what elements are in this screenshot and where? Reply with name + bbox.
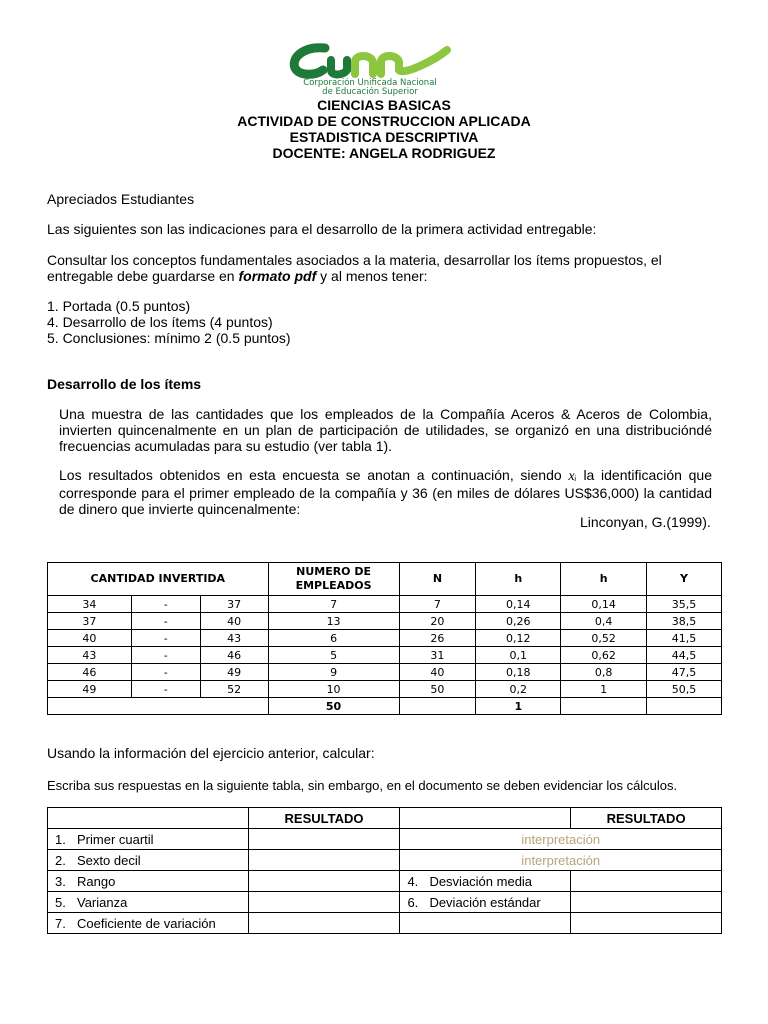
- cell: [561, 698, 647, 715]
- interpretacion-cell[interactable]: interpretación: [400, 829, 722, 850]
- item-number: 1.: [55, 831, 66, 847]
- item-text: Sexto decil: [77, 852, 141, 868]
- cell: 35,5: [647, 596, 722, 613]
- cell: 44,5: [647, 647, 722, 664]
- cell: 0,2: [476, 681, 561, 698]
- cell: -: [131, 681, 200, 698]
- cell: 38,5: [647, 613, 722, 630]
- cell: 49: [48, 681, 132, 698]
- results-table: [47, 807, 722, 934]
- consult-line-2: [47, 268, 428, 284]
- cell: 43: [200, 630, 268, 647]
- cell: 26: [399, 630, 476, 647]
- cell: 1: [561, 681, 647, 698]
- cell: 6: [268, 630, 399, 647]
- cell: 49: [200, 664, 268, 681]
- item-number: 3.: [55, 873, 66, 889]
- cell: 0,62: [561, 647, 647, 664]
- answer-cell-varianza[interactable]: [248, 892, 400, 913]
- table-row: [48, 613, 722, 630]
- greeting: Apreciados Estudiantes: [47, 191, 195, 207]
- consult-format: formato pdf: [238, 268, 317, 284]
- header-cantidad: CANTIDAD INVERTIDA: [48, 563, 269, 596]
- results-row: [48, 892, 722, 913]
- item-label: [48, 892, 249, 913]
- item-text: Desviación media: [429, 873, 533, 889]
- cell: 37: [48, 613, 132, 630]
- cell: [571, 913, 722, 934]
- cell: 20: [399, 613, 476, 630]
- results-row: [48, 850, 722, 871]
- cell: 46: [48, 664, 132, 681]
- header-h-cumulative: h: [561, 563, 647, 596]
- header-line-4: DOCENTE: ANGELA RODRIGUEZ: [272, 145, 496, 161]
- answer-cell-coeficiente[interactable]: [248, 913, 400, 934]
- cell: 43: [48, 647, 132, 664]
- consult-pre: entregable debe guardarse en: [47, 268, 239, 284]
- consult-post: y al menos tener:: [316, 268, 428, 284]
- header-line-3: ESTADISTICA DESCRIPTIVA: [289, 129, 479, 145]
- cell: 0,14: [561, 596, 647, 613]
- answer-cell-rango[interactable]: [248, 871, 400, 892]
- cell: -: [131, 664, 200, 681]
- cell: 9: [268, 664, 399, 681]
- item-label: [48, 850, 249, 871]
- item-label: [400, 892, 571, 913]
- item-label: [48, 871, 249, 892]
- cell: 34: [48, 596, 132, 613]
- cell: 0,52: [561, 630, 647, 647]
- cell: 40: [200, 613, 268, 630]
- list-item: 4. Desarrollo de los ítems (4 puntos): [47, 314, 273, 330]
- header-line-2: ACTIVIDAD DE CONSTRUCCION APLICADA: [237, 113, 531, 129]
- total-h: 1: [476, 698, 561, 715]
- cell: 13: [268, 613, 399, 630]
- cell: 46: [200, 647, 268, 664]
- table-total-row: [48, 698, 722, 715]
- table-row: [48, 681, 722, 698]
- header-empleados: NUMERO DE EMPLEADOS: [268, 563, 399, 596]
- cell: 0,26: [476, 613, 561, 630]
- header-line-1: CIENCIAS BASICAS: [317, 97, 451, 113]
- usando-text: Usando la información del ejercicio anterior, calcular:: [47, 745, 375, 761]
- list-item: 1. Portada (0.5 puntos): [47, 298, 191, 314]
- citation: Linconyan, G.(1999).: [580, 514, 711, 530]
- item-label: [48, 913, 249, 934]
- resultado-header-1: RESULTADO: [248, 808, 400, 829]
- cell: [400, 913, 571, 934]
- answer-cell-desviacion-media[interactable]: [571, 871, 722, 892]
- answer-cell-primer-cuartil[interactable]: [248, 829, 400, 850]
- results-row: [48, 913, 722, 934]
- logo-line-2: de Educación Superior: [322, 87, 418, 97]
- cell: [647, 698, 722, 715]
- table-row: [48, 647, 722, 664]
- cell: 0,12: [476, 630, 561, 647]
- results-row: [48, 871, 722, 892]
- item-number: 7.: [55, 915, 66, 931]
- paragraph-1: Una muestra de las cantidades que los empleados de la Compañía Aceros & Aceros de Colombia, invierten quincenalmente en un plan de participación de utilidades, se organizó en una distribucióndé frecuencias acumuladas para su estudio (ver tabla 1).: [59, 406, 712, 454]
- table-header-row: [48, 563, 722, 596]
- resultado-header-2: RESULTADO: [571, 808, 722, 829]
- cell: 50,5: [647, 681, 722, 698]
- cell: -: [131, 630, 200, 647]
- logo-line-1: Corporación Unificada Nacional: [303, 78, 437, 88]
- cell: -: [131, 596, 200, 613]
- cell: 5: [268, 647, 399, 664]
- item-label: [400, 871, 571, 892]
- interpretacion-cell[interactable]: interpretación: [400, 850, 722, 871]
- consult-line-1: Consultar los conceptos fundamentales asociados a la materia, desarrollar los ítems propuestos, el: [47, 252, 662, 268]
- item-number: 6.: [407, 894, 419, 910]
- frequency-table: [47, 562, 722, 715]
- table-row: [48, 664, 722, 681]
- intro-text: Las siguientes son las indicaciones para el desarrollo de la primera actividad entregable:: [47, 221, 597, 237]
- cell: 50: [399, 681, 476, 698]
- cell: [400, 808, 571, 829]
- answer-cell-sexto-decil[interactable]: [248, 850, 400, 871]
- para2-pre: Los resultados obtenidos en esta encuesta se anotan a continuación, siendo: [59, 467, 569, 483]
- logo-subtitle: [285, 79, 455, 97]
- cell: 0,8: [561, 664, 647, 681]
- item-text: Coeficiente de variación: [77, 915, 216, 931]
- escriba-text: Escriba sus respuestas en la siguiente tabla, sin embargo, en el documento se deben evidenciar los cálculos.: [47, 778, 678, 793]
- cell: 0,18: [476, 664, 561, 681]
- item-text: Deviación estándar: [429, 894, 541, 910]
- cell: [48, 808, 249, 829]
- header-N: N: [399, 563, 476, 596]
- cell: [48, 698, 269, 715]
- item-text: Primer cuartil: [77, 831, 154, 847]
- item-label: [48, 829, 249, 850]
- cell: 7: [268, 596, 399, 613]
- header-h-relative: h: [476, 563, 561, 596]
- item-number: 5.: [55, 894, 66, 910]
- results-row: [48, 829, 722, 850]
- results-header-row: [48, 808, 722, 829]
- cell: 0,4: [561, 613, 647, 630]
- section-title: Desarrollo de los ítems: [47, 376, 202, 392]
- para2-post: la identificación que corresponde para el primer empleado de la compañía y 36 (en miles de dólares US$36,000) la cantidad de dinero que invierte quincenalmente:: [59, 467, 712, 517]
- item-number: 2.: [55, 852, 66, 868]
- cell: 7: [399, 596, 476, 613]
- header-Y: Y: [647, 563, 722, 596]
- item-text: Varianza: [77, 894, 128, 910]
- cell: -: [131, 613, 200, 630]
- cell: 10: [268, 681, 399, 698]
- cell: 0,1: [476, 647, 561, 664]
- total-empleados: 50: [268, 698, 399, 715]
- paragraph-2: [59, 467, 712, 517]
- cell: 40: [399, 664, 476, 681]
- cell: 52: [200, 681, 268, 698]
- item-number: 4.: [407, 873, 419, 889]
- cell: -: [131, 647, 200, 664]
- cell: 31: [399, 647, 476, 664]
- variable-xi: xᵢ: [568, 469, 577, 484]
- cell: 40: [48, 630, 132, 647]
- cell: [399, 698, 476, 715]
- list-item: 5. Conclusiones: mínimo 2 (0.5 puntos): [47, 330, 291, 346]
- cell: 37: [200, 596, 268, 613]
- table-row: [48, 596, 722, 613]
- cell: 47,5: [647, 664, 722, 681]
- cell: 41,5: [647, 630, 722, 647]
- table-row: [48, 630, 722, 647]
- answer-cell-desviacion-estandar[interactable]: [571, 892, 722, 913]
- item-text: Rango: [77, 873, 116, 889]
- cell: 0,14: [476, 596, 561, 613]
